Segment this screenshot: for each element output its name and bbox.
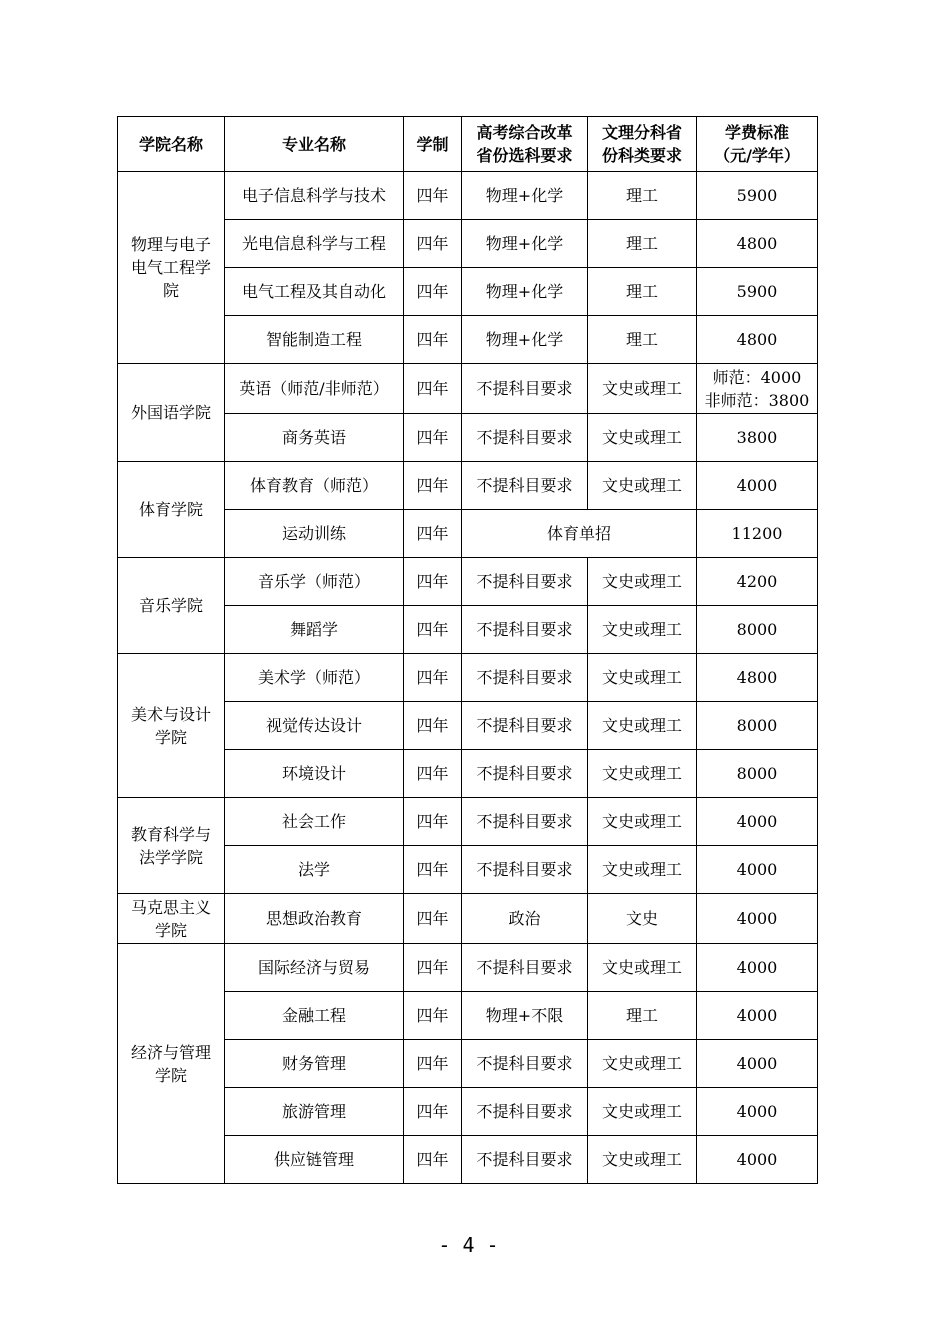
category-requirement-cell: 文史或理工 (588, 1136, 697, 1184)
tuition-cell: 8000 (697, 750, 818, 798)
major-name-cell: 社会工作 (225, 798, 404, 846)
page-number: - 4 - (438, 1233, 499, 1257)
duration-cell: 四年 (404, 316, 462, 364)
header-tuition: 学费标准 （元/学年） (697, 117, 818, 172)
duration-cell: 四年 (404, 1136, 462, 1184)
category-requirement-cell: 理工 (588, 220, 697, 268)
category-requirement-cell: 文史 (588, 894, 697, 944)
major-name-cell: 财务管理 (225, 1040, 404, 1088)
subject-requirement-cell: 物理+化学 (462, 220, 588, 268)
college-name-cell: 马克思主义 学院 (118, 894, 225, 944)
table-body (118, 172, 818, 1184)
subject-requirement-cell: 不提科目要求 (462, 364, 588, 414)
major-name-cell: 美术学（师范） (225, 654, 404, 702)
subject-requirement-cell: 不提科目要求 (462, 798, 588, 846)
table-row (118, 798, 818, 846)
category-requirement-cell: 文史或理工 (588, 798, 697, 846)
tuition-cell: 4800 (697, 220, 818, 268)
subject-requirement-cell: 不提科目要求 (462, 462, 588, 510)
duration-cell: 四年 (404, 558, 462, 606)
subject-requirement-cell: 物理+不限 (462, 992, 588, 1040)
tuition-cell: 4000 (697, 462, 818, 510)
subject-requirement-cell: 物理+化学 (462, 268, 588, 316)
subject-requirement-cell: 不提科目要求 (462, 1088, 588, 1136)
tuition-cell: 4000 (697, 992, 818, 1040)
major-name-cell: 国际经济与贸易 (225, 944, 404, 992)
category-requirement-cell: 文史或理工 (588, 702, 697, 750)
college-name-cell: 经济与管理 学院 (118, 944, 225, 1184)
admissions-table (117, 116, 818, 1184)
header-subject-requirement: 高考综合改革 省份选科要求 (462, 117, 588, 172)
duration-cell: 四年 (404, 268, 462, 316)
major-name-cell: 思想政治教育 (225, 894, 404, 944)
college-name-cell: 外国语学院 (118, 364, 225, 462)
table-row (118, 558, 818, 606)
subject-requirement-cell: 不提科目要求 (462, 846, 588, 894)
subject-requirement-cell: 不提科目要求 (462, 558, 588, 606)
subject-requirement-cell: 不提科目要求 (462, 944, 588, 992)
major-name-cell: 视觉传达设计 (225, 702, 404, 750)
category-requirement-cell: 理工 (588, 992, 697, 1040)
duration-cell: 四年 (404, 654, 462, 702)
category-requirement-cell: 文史或理工 (588, 944, 697, 992)
subject-requirement-cell: 物理+化学 (462, 172, 588, 220)
table-row (118, 364, 818, 414)
tuition-cell: 师范：4000 非师范：3800 (697, 364, 818, 414)
duration-cell: 四年 (404, 894, 462, 944)
tuition-cell: 4200 (697, 558, 818, 606)
category-requirement-cell: 理工 (588, 316, 697, 364)
subject-requirement-cell: 不提科目要求 (462, 654, 588, 702)
duration-cell: 四年 (404, 414, 462, 462)
major-name-cell: 智能制造工程 (225, 316, 404, 364)
college-name-cell: 音乐学院 (118, 558, 225, 654)
duration-cell: 四年 (404, 1040, 462, 1088)
category-requirement-cell: 文史或理工 (588, 846, 697, 894)
tuition-cell: 8000 (697, 702, 818, 750)
duration-cell: 四年 (404, 846, 462, 894)
tuition-cell: 5900 (697, 268, 818, 316)
header-category-requirement: 文理分科省 份科类要求 (588, 117, 697, 172)
tuition-cell: 4000 (697, 1136, 818, 1184)
subject-requirement-cell: 不提科目要求 (462, 702, 588, 750)
category-requirement-cell: 理工 (588, 172, 697, 220)
major-name-cell: 舞蹈学 (225, 606, 404, 654)
tuition-cell: 4800 (697, 316, 818, 364)
subject-requirement-cell: 物理+化学 (462, 316, 588, 364)
college-name-cell: 教育科学与 法学学院 (118, 798, 225, 894)
duration-cell: 四年 (404, 462, 462, 510)
college-name-cell: 美术与设计 学院 (118, 654, 225, 798)
tuition-cell: 4000 (697, 846, 818, 894)
major-name-cell: 体育教育（师范） (225, 462, 404, 510)
major-name-cell: 环境设计 (225, 750, 404, 798)
header-major: 专业名称 (225, 117, 404, 172)
college-name-cell: 物理与电子 电气工程学 院 (118, 172, 225, 364)
major-name-cell: 运动训练 (225, 510, 404, 558)
header-college: 学院名称 (118, 117, 225, 172)
tuition-cell: 4000 (697, 894, 818, 944)
college-name-cell: 体育学院 (118, 462, 225, 558)
tuition-cell: 4000 (697, 798, 818, 846)
duration-cell: 四年 (404, 364, 462, 414)
table-row (118, 894, 818, 944)
duration-cell: 四年 (404, 992, 462, 1040)
subject-requirement-cell: 不提科目要求 (462, 1136, 588, 1184)
duration-cell: 四年 (404, 1088, 462, 1136)
table-row (118, 172, 818, 220)
category-requirement-cell: 文史或理工 (588, 1040, 697, 1088)
major-name-cell: 金融工程 (225, 992, 404, 1040)
subject-requirement-cell: 不提科目要求 (462, 1040, 588, 1088)
table-row (118, 944, 818, 992)
table-row (118, 654, 818, 702)
category-requirement-cell: 文史或理工 (588, 654, 697, 702)
header-duration: 学制 (404, 117, 462, 172)
subject-requirement-cell: 不提科目要求 (462, 606, 588, 654)
tuition-cell: 8000 (697, 606, 818, 654)
duration-cell: 四年 (404, 750, 462, 798)
category-requirement-cell: 文史或理工 (588, 750, 697, 798)
category-requirement-cell: 文史或理工 (588, 414, 697, 462)
tuition-cell: 4800 (697, 654, 818, 702)
tuition-cell: 11200 (697, 510, 818, 558)
tuition-cell: 4000 (697, 1040, 818, 1088)
major-name-cell: 商务英语 (225, 414, 404, 462)
duration-cell: 四年 (404, 510, 462, 558)
subject-requirement-cell: 政治 (462, 894, 588, 944)
table-row (118, 462, 818, 510)
major-name-cell: 音乐学（师范） (225, 558, 404, 606)
major-name-cell: 旅游管理 (225, 1088, 404, 1136)
tuition-cell: 5900 (697, 172, 818, 220)
subject-requirement-cell: 不提科目要求 (462, 414, 588, 462)
tuition-cell: 4000 (697, 944, 818, 992)
major-name-cell: 光电信息科学与工程 (225, 220, 404, 268)
category-requirement-cell: 文史或理工 (588, 1088, 697, 1136)
tuition-cell: 3800 (697, 414, 818, 462)
duration-cell: 四年 (404, 220, 462, 268)
category-requirement-cell: 文史或理工 (588, 462, 697, 510)
category-requirement-cell: 理工 (588, 268, 697, 316)
category-requirement-cell: 文史或理工 (588, 606, 697, 654)
subject-requirement-cell: 不提科目要求 (462, 750, 588, 798)
major-name-cell: 法学 (225, 846, 404, 894)
tuition-cell: 4000 (697, 1088, 818, 1136)
major-name-cell: 供应链管理 (225, 1136, 404, 1184)
table-header-row (118, 117, 818, 172)
duration-cell: 四年 (404, 172, 462, 220)
category-requirement-cell: 文史或理工 (588, 364, 697, 414)
duration-cell: 四年 (404, 702, 462, 750)
category-requirement-cell: 文史或理工 (588, 558, 697, 606)
admission-type-cell: 体育单招 (462, 510, 697, 558)
duration-cell: 四年 (404, 944, 462, 992)
major-name-cell: 英语（师范/非师范） (225, 364, 404, 414)
duration-cell: 四年 (404, 606, 462, 654)
major-name-cell: 电子信息科学与技术 (225, 172, 404, 220)
major-name-cell: 电气工程及其自动化 (225, 268, 404, 316)
duration-cell: 四年 (404, 798, 462, 846)
